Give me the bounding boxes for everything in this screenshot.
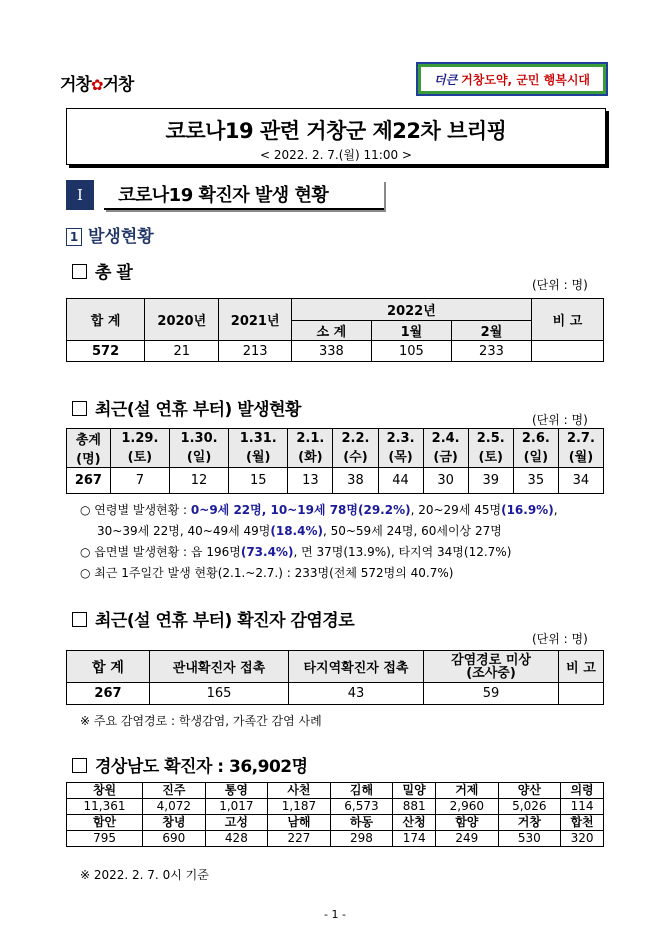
age-line-2: [80, 521, 558, 542]
route-value-local: 165: [150, 683, 289, 705]
region-name: 양산: [498, 783, 561, 799]
summary-unit: (단위 : 명): [532, 278, 588, 292]
section-title: 코로나19 확진자 발생 현황: [104, 180, 384, 210]
region-value: 881: [393, 799, 436, 815]
slogan-text: 거창도약, 군민 행복시대: [461, 72, 591, 87]
recent-header-cell: [513, 429, 558, 468]
region-name: 산청: [393, 815, 436, 831]
region-highlight: (73.4%): [240, 545, 294, 559]
recent-header-day: (일): [186, 450, 212, 465]
route-footnote: ※ 주요 감염경로 : 학생감염, 가족간 감염 사례: [80, 714, 322, 728]
region-text-2: , 면 37명(13.9%), 타지역 34명(12.7%): [293, 545, 512, 559]
value-subtotal: 338: [291, 341, 371, 362]
recent-table: [66, 428, 604, 494]
page-number: - 1 -: [324, 908, 346, 921]
region-value: 114: [561, 799, 604, 815]
region-name: 합천: [561, 815, 604, 831]
recent-value: 15: [229, 468, 288, 494]
recent-value: 13: [288, 468, 333, 494]
recent-value: 39: [468, 468, 513, 494]
age-label: ○ 연령별 발생현황 :: [80, 503, 191, 517]
region-value: 249: [436, 831, 499, 847]
header-note: 비 고: [531, 299, 603, 341]
value-total: 572: [67, 341, 145, 362]
recent-header-date: 2.3.: [386, 431, 415, 446]
route-value-unknown: 59: [424, 683, 559, 705]
value-note: [531, 341, 603, 362]
region-name: 남해: [268, 815, 331, 831]
weekly-summary: ○ 최근 1주일간 발생 현황(2.1.~2.7.) : 233명(전체 572명의 40.7%): [80, 566, 454, 580]
page-title: 코로나19 관련 거창군 제22차 브리핑: [165, 119, 507, 143]
recent-value: 30: [423, 468, 468, 494]
region-value: 227: [268, 831, 331, 847]
region-breakdown: [80, 542, 558, 563]
checkbox-icon: [72, 264, 87, 279]
recent-value: 35: [513, 468, 558, 494]
recent-heading-text: 최근(설 연휴 부터) 발생현황: [95, 400, 301, 420]
route-heading-text: 최근(설 연휴 부터) 확진자 감염경로: [95, 611, 355, 631]
route-header-unknown: [424, 651, 559, 683]
recent-header-cell: [229, 429, 288, 468]
summary-heading: [72, 258, 132, 283]
header-2022: 2022년: [291, 299, 531, 321]
recent-value: 12: [169, 468, 228, 494]
recent-header-cell: [110, 429, 169, 468]
route-table: [66, 650, 604, 705]
checkbox-icon: [72, 612, 87, 627]
recent-header-cell: [558, 429, 603, 468]
region-text: ○ 읍면별 발생현황 : 읍 196명: [80, 545, 241, 559]
region-name: 거제: [436, 783, 499, 799]
region-name: 김해: [330, 783, 393, 799]
gyeongnam-table: [66, 782, 604, 847]
age-highlight-3: (18.4%): [270, 524, 323, 538]
recent-header-day: (월): [246, 450, 271, 465]
region-value: 795: [67, 831, 143, 847]
age-text-2: 30~39세 22명, 40~49세 49명: [97, 524, 271, 538]
recent-value: 44: [378, 468, 423, 494]
route-header-note: 비 고: [559, 651, 604, 683]
region-name: 창녕: [143, 815, 206, 831]
section-number: I: [66, 180, 94, 210]
header-subtotal: 소 계: [291, 321, 371, 341]
region-value: 6,573: [330, 799, 393, 815]
subheading-occurrence: [66, 222, 154, 247]
region-value: 530: [498, 831, 561, 847]
recent-header-day: (토): [478, 450, 503, 465]
region-value: 11,361: [67, 799, 143, 815]
region-value: 1,017: [205, 799, 268, 815]
route-value-other: 43: [289, 683, 424, 705]
gyeongnam-row-values-2: [67, 831, 604, 847]
recent-header-cell: [468, 429, 513, 468]
region-value: 174: [393, 831, 436, 847]
value-feb: 233: [451, 341, 531, 362]
age-text-3: , 50~59세 24명, 60세이상 27명: [322, 524, 502, 538]
route-header-unknown-1: 감염경로 미상: [451, 652, 531, 668]
region-value: 298: [330, 831, 393, 847]
recent-header-cell: [67, 429, 111, 468]
recent-header-date: 총계: [75, 433, 101, 448]
slogan-banner: [416, 62, 608, 96]
recent-header-day: (토): [127, 450, 153, 465]
value-2020: 21: [145, 341, 219, 362]
route-header-total: 합 계: [67, 651, 150, 683]
age-line-1: [80, 500, 558, 521]
gyeongnam-footnote: ※ 2022. 2. 7. 0시 기준: [80, 868, 209, 882]
route-header-unknown-2: (조사중): [466, 665, 516, 681]
recent-value: 38: [333, 468, 378, 494]
region-value: 4,072: [143, 799, 206, 815]
route-heading: [72, 606, 354, 631]
region-value: 2,960: [436, 799, 499, 815]
flower-icon: ✿: [90, 76, 103, 94]
recent-header-day: (일): [523, 450, 549, 465]
header-2020: 2020년: [145, 299, 219, 341]
recent-header-cell: [423, 429, 468, 468]
region-value: 690: [143, 831, 206, 847]
age-breakdown: [80, 500, 558, 584]
region-name: 진주: [143, 783, 206, 799]
region-name: 고성: [205, 815, 268, 831]
recent-header-date: 2.4.: [431, 431, 460, 446]
header-feb: 2월: [451, 321, 531, 341]
recent-heading: [72, 395, 301, 420]
route-value-note: [559, 683, 604, 705]
recent-header-date: 2.6.: [521, 431, 550, 446]
recent-header-date: 2.7.: [566, 431, 595, 446]
region-name: 함양: [436, 815, 499, 831]
route-value-total: 267: [67, 683, 150, 705]
slogan-accent: 더큰: [433, 72, 458, 87]
recent-header-date: 2.1.: [296, 431, 325, 446]
recent-header-cell: [378, 429, 423, 468]
region-name: 하동: [330, 815, 393, 831]
region-name: 통영: [205, 783, 268, 799]
recent-value: 7: [110, 468, 169, 494]
recent-header-day: (명): [76, 452, 101, 467]
region-value: 428: [205, 831, 268, 847]
title-box: [66, 108, 606, 165]
header-2021: 2021년: [219, 299, 291, 341]
recent-header-date: 1.30.: [180, 431, 218, 446]
gyeongnam-total: 36,902명: [229, 757, 308, 777]
region-name: 사천: [268, 783, 331, 799]
recent-header-day: (목): [388, 450, 413, 465]
region-value: 320: [561, 831, 604, 847]
route-unit: (단위 : 명): [532, 632, 588, 646]
gyeongnam-row-values-1: [67, 799, 604, 815]
summary-table: [66, 298, 604, 362]
recent-header-date: 1.31.: [239, 431, 277, 446]
value-jan: 105: [371, 341, 451, 362]
age-text: , 20~29세 45명: [410, 503, 502, 517]
recent-value: 34: [558, 468, 603, 494]
region-name: 밀양: [393, 783, 436, 799]
recent-header-date: 1.29.: [121, 431, 159, 446]
recent-header-date: 2.2.: [341, 431, 370, 446]
gun-logo: [60, 70, 133, 95]
summary-heading-text: 총 괄: [95, 263, 133, 283]
recent-header-cell: [333, 429, 378, 468]
gyeongnam-row-names-2: [67, 815, 604, 831]
gyeongnam-heading-text: 경상남도 확진자 :: [95, 757, 230, 777]
logo-text-left-2: 거창: [102, 75, 134, 95]
region-name: 의령: [561, 783, 604, 799]
recent-header-day: (금): [433, 450, 458, 465]
recent-unit: (단위 : 명): [532, 413, 588, 427]
recent-header-cell: [169, 429, 228, 468]
region-name: 창원: [67, 783, 143, 799]
region-value: 1,187: [268, 799, 331, 815]
subheading-label: 발생현황: [88, 227, 154, 247]
page-date: < 2022. 2. 7.(월) 11:00 >: [260, 148, 412, 162]
recent-value-total: 267: [67, 468, 111, 494]
recent-header-date: 2.5.: [476, 431, 505, 446]
route-header-other: 타지역확진자 접촉: [289, 651, 424, 683]
region-name: 거창: [498, 815, 561, 831]
gyeongnam-heading: [72, 752, 308, 777]
age-highlight-2: (16.9%): [501, 503, 554, 517]
region-name: 함안: [67, 815, 143, 831]
header-total: 합 계: [67, 299, 145, 341]
age-highlight-1: 0~9세 22명, 10~19세 78명(29.2%): [190, 503, 411, 517]
region-value: 5,026: [498, 799, 561, 815]
recent-header-cell: [288, 429, 333, 468]
checkbox-icon: [72, 758, 87, 773]
logo-text-left: 거창: [60, 75, 91, 95]
age-comma: ,: [553, 503, 558, 517]
subheading-number: 1: [66, 228, 82, 246]
gyeongnam-row-names-1: [67, 783, 604, 799]
header-jan: 1월: [371, 321, 451, 341]
route-header-local: 관내확진자 접촉: [150, 651, 289, 683]
value-2021: 213: [219, 341, 291, 362]
recent-header-day: (월): [568, 450, 594, 465]
checkbox-icon: [72, 401, 87, 416]
recent-header-day: (화): [298, 450, 323, 465]
recent-header-day: (수): [343, 450, 368, 465]
